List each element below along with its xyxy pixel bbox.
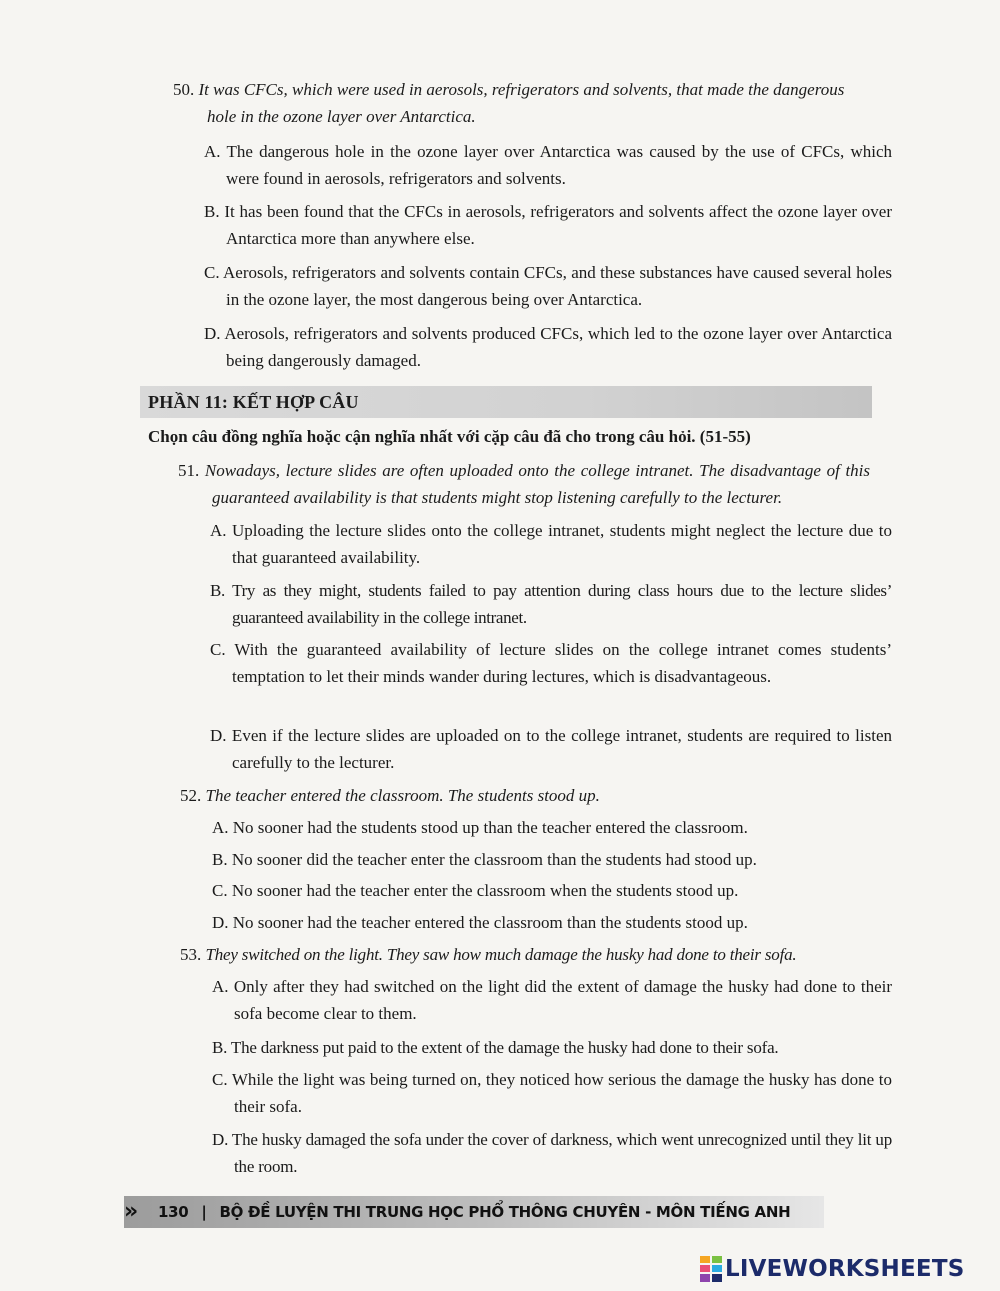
question-53-option-a[interactable]: A. Only after they had switched on the light did the extent of damage the husky had done to their sofa become clear to them. [212, 977, 892, 1023]
question-52-option-d[interactable]: D. No sooner had the teacher entered the classroom than the students stood up. [212, 913, 748, 932]
question-50 [173, 76, 873, 130]
question-50-option-b[interactable]: B. It has been found that the CFCs in aerosols, refrigerators and solvents affect the ozone layer over Antarctica more than anywhere else. [204, 202, 892, 248]
liveworksheets-logo-icon [700, 1256, 722, 1282]
question-50-option-a[interactable]: A. The dangerous hole in the ozone layer over Antarctica was caused by the use of CFCs, which were found in aerosols, refrigerators and solvents. [204, 142, 892, 188]
question-52 [180, 782, 870, 809]
question-51-option-b[interactable]: B. Try as they might, students failed to pay attention during class hours due to the lecture slides’ guaranteed availability in the college intranet. [210, 581, 892, 627]
question-53-option-c[interactable]: C. While the light was being turned on, they noticed how serious the damage the husky has done to their sofa. [212, 1070, 892, 1116]
question-52-option-b[interactable]: B. No sooner did the teacher enter the classroom than the students had stood up. [212, 850, 757, 869]
question-50-option-c[interactable]: C. Aerosols, refrigerators and solvents contain CFCs, and these substances have caused several holes in the ozone layer, the most dangerous being over Antarctica. [204, 263, 892, 309]
question-52-number: 52. [180, 786, 202, 805]
question-50-number: 50. [173, 80, 195, 99]
question-53-option-d[interactable]: D. The husky damaged the sofa under the cover of darkness, which went unrecognized until they lit up the room. [212, 1130, 892, 1176]
chevron-right-icon: » [124, 1199, 139, 1224]
liveworksheets-watermark [700, 1254, 964, 1284]
section-title: PHẦN 11: KẾT HỢP CÂU [148, 392, 359, 412]
footer-separator: | [201, 1203, 207, 1221]
question-50-stem: It was CFCs, which were used in aerosols, refrigerators and solvents, that made the dangerous hole in the ozone layer over Antarctica. [198, 80, 845, 126]
question-51 [178, 457, 870, 511]
question-53-stem: They switched on the light. They saw how much damage the husky had done to their sofa. [205, 945, 797, 964]
question-51-option-a[interactable]: A. Uploading the lecture slides onto the college intranet, students might neglect the lecture due to that guaranteed availability. [210, 521, 892, 567]
question-51-option-d[interactable]: D. Even if the lecture slides are uploaded on to the college intranet, students are required to listen carefully to the lecturer. [210, 726, 892, 772]
book-title: BỘ ĐỀ LUYỆN THI TRUNG HỌC PHỔ THÔNG CHUYÊN - MÔN TIẾNG ANH [219, 1203, 791, 1221]
question-53-number: 53. [180, 945, 202, 964]
question-51-stem: Nowadays, lecture slides are often uploaded onto the college intranet. The disadvantage of this guaranteed availability is that students might stop listening carefully to the lecturer. [204, 461, 871, 507]
question-50-option-d[interactable]: D. Aerosols, refrigerators and solvents produced CFCs, which led to the ozone layer over Antarctica being dangerously damaged. [204, 324, 892, 370]
question-52-stem: The teacher entered the classroom. The students stood up. [205, 786, 600, 805]
section-instruction: Chọn câu đồng nghĩa hoặc cận nghĩa nhất với cặp câu đã cho trong câu hỏi. (51-55) [148, 427, 751, 446]
question-52-option-a[interactable]: A. No sooner had the students stood up than the teacher entered the classroom. [212, 818, 748, 837]
question-53-option-b[interactable]: B. The darkness put paid to the extent of the damage the husky had done to their sofa. [212, 1038, 779, 1057]
question-53 [180, 941, 870, 968]
footer-text [158, 1200, 790, 1224]
liveworksheets-text: LIVEWORKSHEETS [725, 1256, 965, 1282]
page-number: 130 [158, 1203, 189, 1221]
question-52-option-c[interactable]: C. No sooner had the teacher enter the classroom when the students stood up. [212, 881, 739, 900]
question-51-option-c[interactable]: C. With the guaranteed availability of lecture slides on the college intranet comes students’ temptation to let their minds wander during lectures, which is disadvantageous. [210, 640, 892, 686]
question-51-number: 51. [178, 461, 200, 480]
